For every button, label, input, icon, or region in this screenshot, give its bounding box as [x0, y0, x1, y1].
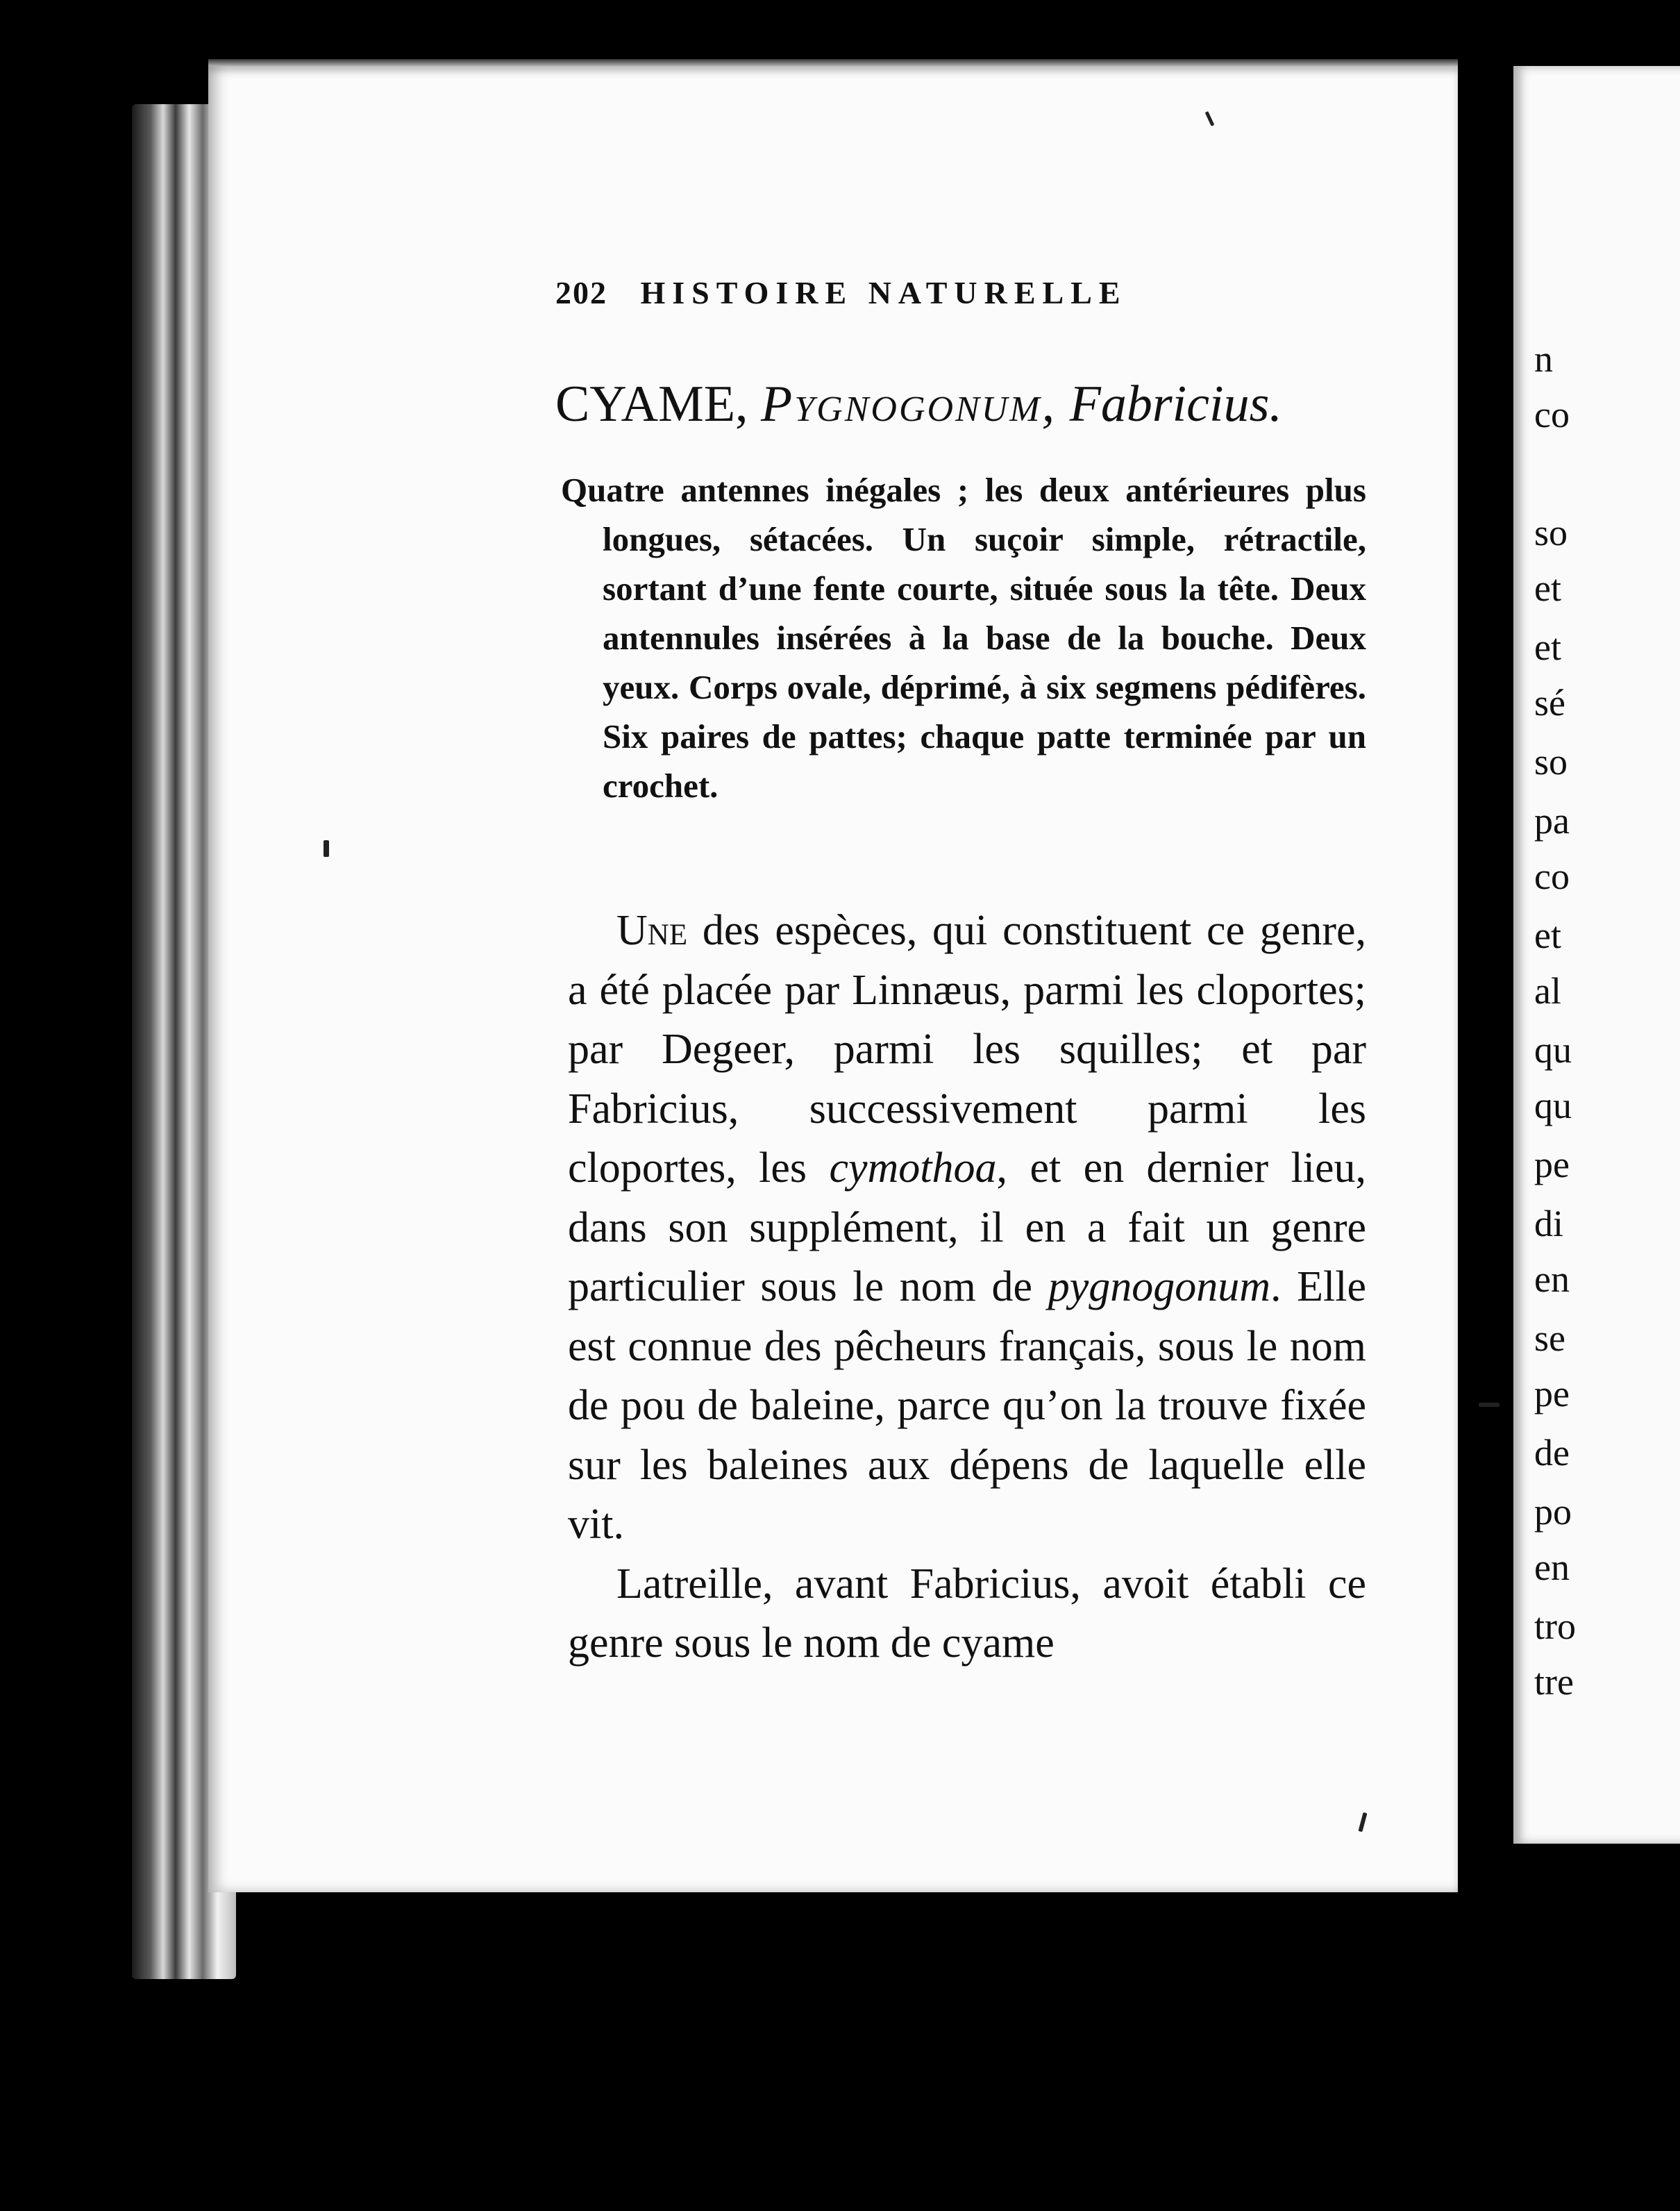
facing-page-fragment: qu — [1534, 1085, 1572, 1126]
facing-page-fragment: tre — [1534, 1661, 1574, 1703]
term-pygnogonum: pygnogonum — [1048, 1263, 1271, 1310]
facing-page-fragment: so — [1534, 741, 1568, 783]
lead-word: Une — [616, 907, 688, 954]
body-text — [568, 901, 1366, 1674]
paragraph-1-part-a: des espèces, qui constituent ce genre, a été placée par Linnæus, parmi les cloportes; par Degeer, parmi les squilles; et par Fabricius, successivement parmi les cloportes, les — [568, 907, 1366, 1192]
facing-page-fragment: co — [1534, 856, 1570, 897]
latin-name: Pygnogonum, — [761, 376, 1057, 433]
facing-page-fragment: de — [1534, 1432, 1570, 1474]
genus-diagnosis — [561, 465, 1366, 810]
facing-page-fragment: et — [1534, 915, 1561, 956]
paragraph-1-part-c: . Elle est connue des pêcheurs français, sous le nom de pou de baleine, parce qu’on la trouve fixée sur les baleines aux dépens de laquelle elle vit. — [568, 1263, 1367, 1548]
term-cymothoa: cymothoa — [829, 1144, 997, 1192]
book-gutter — [1458, 56, 1513, 1930]
facing-page-fragment: qu — [1534, 1029, 1572, 1071]
facing-page-fragment: pe — [1534, 1373, 1570, 1415]
facing-page-fragment: pa — [1534, 800, 1570, 842]
facing-page-fragment: en — [1534, 1258, 1570, 1300]
facing-page-fragment: co — [1534, 394, 1570, 435]
page-number: 202 — [555, 275, 607, 310]
author-name: Fabricius. — [1069, 376, 1282, 433]
genus-name: CYAME, — [555, 376, 748, 433]
running-head — [555, 274, 1127, 311]
facing-page-fragment: et — [1534, 626, 1561, 668]
paragraph-1 — [568, 901, 1366, 1555]
facing-page-fragment: n — [1534, 338, 1553, 380]
facing-page-fragment: di — [1534, 1203, 1564, 1244]
facing-page-fragment: so — [1534, 512, 1568, 553]
facing-page-fragment: sé — [1534, 682, 1565, 724]
facing-page-fragment: al — [1534, 970, 1561, 1012]
scan-speck — [324, 840, 329, 857]
diagnosis-text: Quatre antennes inégales ; les deux antérieures plus longues, sétacées. Un suçoir simple, rétractile, sortant d’une fente courte, située sous la tête. Deux antennules insérées à la base de la bouche. Deux yeux. Corps ovale, déprimé, à six segmens pédifères. Six paires de pattes; chaque patte terminée par un crochet. — [561, 471, 1366, 805]
facing-page-fragment: se — [1534, 1317, 1565, 1359]
facing-page-fragment: pe — [1534, 1144, 1570, 1185]
facing-page-fragment: po — [1534, 1491, 1572, 1533]
facing-page-fragment: en — [1534, 1546, 1570, 1588]
genus-heading — [555, 375, 1282, 434]
facing-page — [1513, 66, 1680, 1844]
paragraph-1-part-b: , et en dernier lieu, dans son supplément, il en a fait un genre particulier sous le nom de — [568, 1144, 1366, 1310]
facing-page-fragment: tro — [1534, 1605, 1576, 1647]
running-title: HISTOIRE NATURELLE — [640, 275, 1127, 310]
facing-page-fragment: et — [1534, 567, 1561, 609]
paragraph-2: Latreille, avant Fabricius, avoit établi ce genre sous le nom de cyame — [568, 1560, 1366, 1667]
scan-speck — [1479, 1403, 1500, 1407]
